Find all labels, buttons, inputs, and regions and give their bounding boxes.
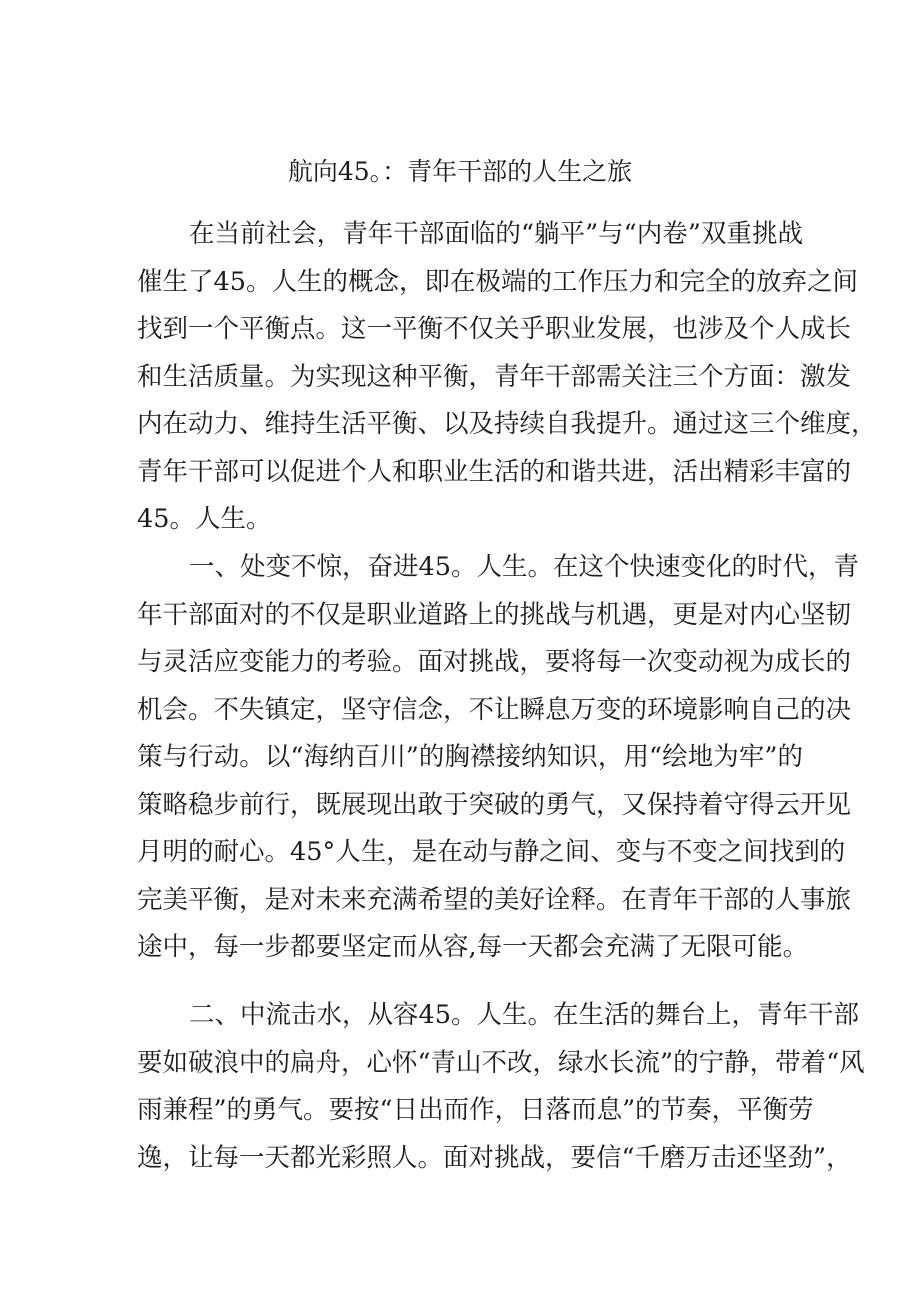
text-line: 与灵活应变能力的考验。面对挑战，要将每一次变动视为成长的 [137,647,852,677]
text-line: 青年干部可以促进个人和职业生活的和谐共进，活出精彩丰富的 [137,456,852,487]
text-line: 找到一个平衡点。这一平衡不仅关乎职业发展，也涉及个人成长 [137,314,852,344]
text-line: 月明的耐心。45°人生，是在动与静之间、变与不变之间找到的 [137,837,846,867]
text-line: 年干部面对的不仅是职业道路上的挑战与机遇，更是对内心坚韧 [137,599,852,630]
paragraph-section-two [137,992,865,1182]
paragraph-intro [137,211,877,544]
text-line: 途中，每一步都要坚定而从容,每一天都会充满了无限可能。 [137,932,809,962]
text-line: 二、中流击水，从容45。人生。在生活的舞台上，青年干部 [189,1000,859,1030]
paragraph-section-one [137,544,859,972]
text-line: 机会。不失镇定，坚守信念，不让瞬息万变的环境影响自己的决 [137,694,852,725]
text-line: 要如破浪中的扁舟，心怀“青山不改，绿水长流”的宁静，带着“风 [137,1047,865,1078]
text-line: 内在动力、维持生活平衡、以及持续自我提升。通过这三个维度， [137,409,877,439]
text-line: 策与行动。以“海纳百川”的胸襟接纳知识，用“绘地为牢”的 [137,742,803,772]
text-line: 雨兼程”的勇气。要按“日出而作，日落而息”的节奏，平衡劳 [137,1095,814,1125]
text-line: 策略稳步前行，既展现出敢于突破的勇气，又保持着守得云开见 [137,789,852,820]
text-line: 催生了45。人生的概念，即在极端的工作压力和完全的放弃之间 [137,266,858,297]
text-line: 45。人生。 [137,504,272,534]
document-title: 航向45。：青年干部的人生之旅 [287,157,633,186]
text-line: 一、处变不惊，奋进45。人生。在这个快速变化的时代，青 [189,552,859,582]
text-line: 在当前社会，青年干部面临的“躺平”与“内卷”双重挑战 [189,219,803,249]
text-line: 完美平衡，是对未来充满希望的美好诠释。在青年干部的人事旅 [137,884,852,915]
text-line: 逸，让每一天都光彩照人。面对挑战，要信“千磨万击还坚劲”， [137,1142,852,1173]
text-line: 和生活质量。为实现这种平衡，青年干部需关注三个方面：激发 [137,361,852,392]
